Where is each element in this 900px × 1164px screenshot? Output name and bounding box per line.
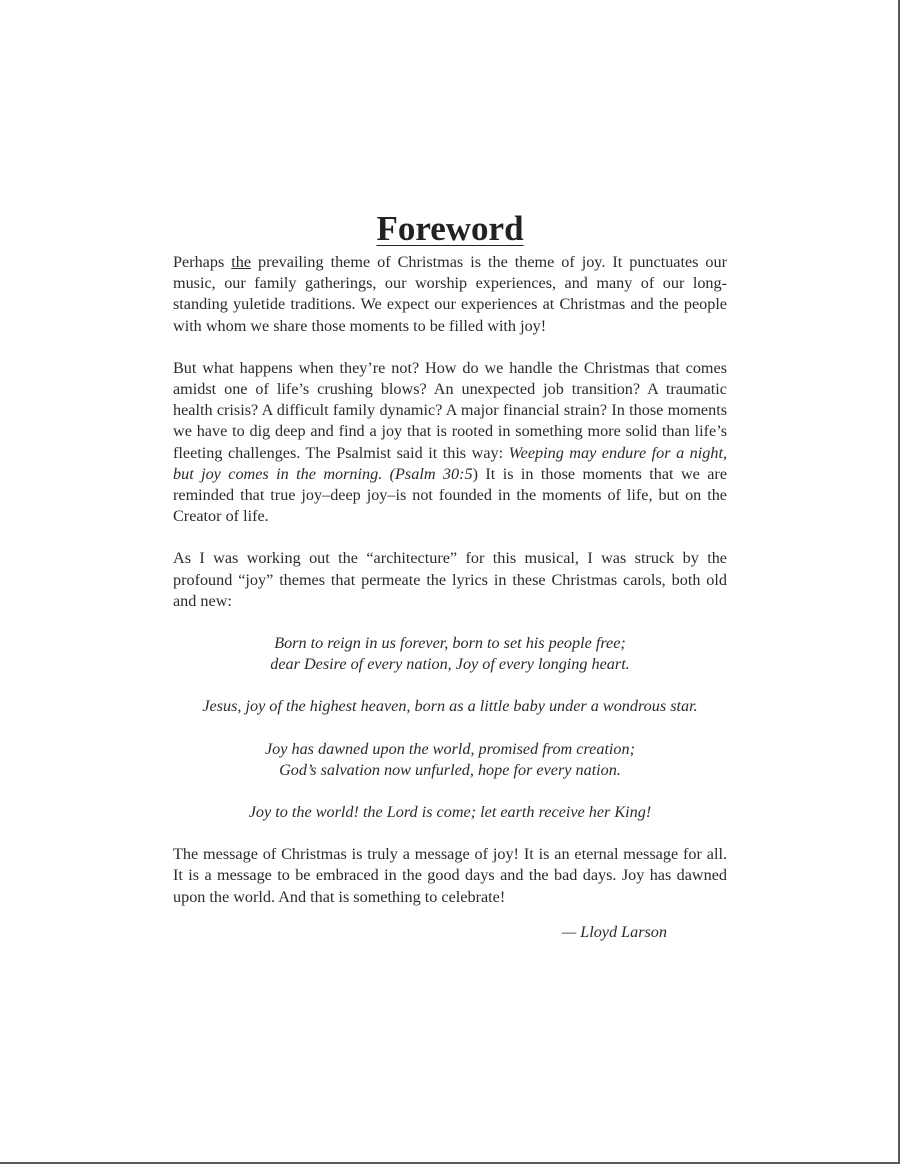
verse-line: God’s salvation now unfurled, hope for every nation.: [279, 760, 621, 779]
foreword-body: [173, 252, 727, 964]
carol-verse: [161, 633, 739, 675]
hardship-text: But what happens when they’re not? How do we handle the Christmas that comes amidst one of life’s crushing blows? An unexpected job transition? A traumatic health crisis? A difficult family dynamic? A major financial strain? In those moments we have to dig deep and find a joy that is rooted in something more solid than life’s fleeting challenges. The Psalmist said it this way:: [173, 358, 727, 462]
intro-lead: Perhaps: [173, 253, 232, 271]
carol-verse: [161, 802, 739, 823]
paragraph-closing: [173, 844, 727, 908]
carol-verse: [161, 696, 739, 717]
verse-line: Joy to the world! the Lord is come; let earth receive her King!: [248, 803, 652, 822]
carol-lyrics: [173, 633, 727, 823]
verse-line: Jesus, joy of the highest heaven, born as a little baby under a wondrous star.: [202, 697, 698, 716]
verse-line: dear Desire of every nation, Joy of every longing heart.: [270, 655, 630, 674]
carol-verse: [161, 739, 739, 781]
author-signature: — Lloyd Larson: [561, 922, 667, 941]
emphasized-word: the: [231, 253, 252, 271]
verse-line: Joy has dawned upon the world, promised from creation;: [264, 739, 636, 758]
paragraph-intro: [173, 252, 727, 337]
psalm-quote-close: ): [472, 464, 478, 483]
intro-rest: prevailing theme of Christmas is the theme of joy. It punctuates our music, our family gatherings, our worship experiences, and many of our long-standing yuletide traditions. We expect our experiences at Christmas and the people with whom we share those moments to be filled with joy!: [173, 253, 728, 335]
verse-line: Born to reign in us forever, born to set his people free;: [274, 634, 626, 653]
paragraph-architecture: [173, 548, 727, 612]
closing-text: The message of Christmas is truly a message of joy! It is an eternal message for all. It is a message to be embraced in the good days and the bad days. Joy has dawned upon the world. And that is something to celebrate!: [173, 845, 727, 906]
page-title: Foreword: [376, 209, 524, 249]
psalm-quote: Weeping may endure for a night, but joy comes in the morning. (Psalm 30:5: [173, 443, 728, 483]
hardship-after: It is in those moments that we are reminded that true joy–deep joy–is not founded in the moments of life, but on the Creator of life.: [173, 464, 727, 526]
architecture-text: As I was working out the “architecture” for this musical, I was struck by the profound “joy” themes that permeate the lyrics in these Christmas carols, both old and new:: [173, 549, 727, 610]
paragraph-hardship: [173, 358, 727, 528]
